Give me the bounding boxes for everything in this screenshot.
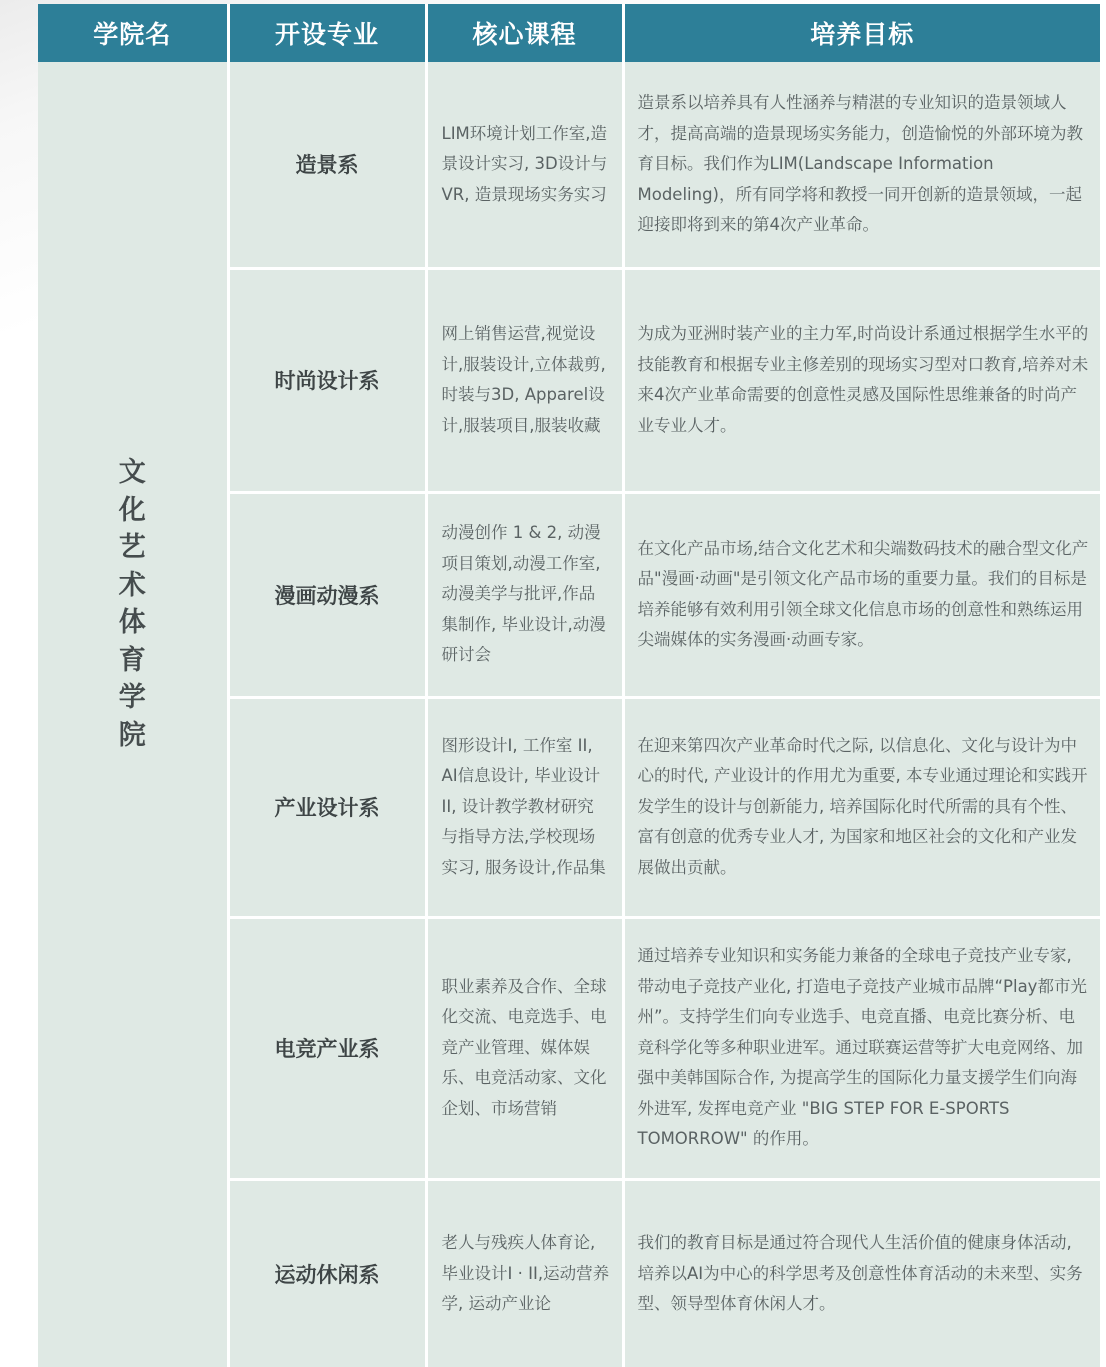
core-courses-text: 图形设计I, 工作室 II, AI信息设计, 毕业设计II, 设计教学教材研究与指导方法,学校现场实习, 服务设计,作品集 xyxy=(441,735,606,877)
core-courses-text: 动漫创作 1 & 2, 动漫项目策划,动漫工作室, 动漫美学与批评,作品集制作, 毕业设计,动漫研讨会 xyxy=(441,523,606,665)
training-goal-text: 在迎来第四次产业革命时代之际, 以信息化、文化与设计为中心的时代, 产业设计的作用尤为重要, 本专业通过理论和实践开发学生的设计与创新能力, 培养国际化时代所需的具有个性、富有创意的优秀专业人才, 为国家和地区社会的文化和产业发展做出贡献。 xyxy=(637,735,1088,877)
training-goal xyxy=(623,1179,1100,1367)
major-name: 产业设计系 xyxy=(228,697,426,917)
college-cell xyxy=(38,62,228,1367)
major-name: 造景系 xyxy=(228,62,426,268)
core-courses-text: LIM环境计划工作室,造景设计实习, 3D设计与VR, 造景现场实务实习 xyxy=(441,123,608,204)
major-name: 电竞产业系 xyxy=(228,917,426,1179)
core-courses-text: 职业素养及合作、全球化交流、电竞选手、电竞产业管理、媒体娱乐、电竞活动家、文化企划、市场营销 xyxy=(441,976,607,1118)
table-body xyxy=(38,62,1100,1367)
header-major: 开设专业 xyxy=(228,4,426,62)
training-goal xyxy=(623,268,1100,492)
college-name: 文化艺术体育学院 xyxy=(118,457,146,751)
core-courses xyxy=(426,62,623,268)
core-courses xyxy=(426,697,623,917)
training-goal-text: 为成为亚洲时装产业的主力军,时尚设计系通过根据学生水平的技能教育和根据专业主修差别的现场实习型对口教育,培养对未来4次产业革命需要的创意性灵感及国际性思维兼备的时尚产业专业人才。 xyxy=(637,324,1089,435)
table-header xyxy=(38,4,1100,62)
core-courses xyxy=(426,268,623,492)
training-goal-text: 我们的教育目标是通过符合现代人生活价值的健康身体活动, 培养以AI为中心的科学思考及创意性体育活动的未来型、实务型、领导型体育休闲人才。 xyxy=(637,1233,1083,1313)
header-core-courses: 核心课程 xyxy=(426,4,623,62)
training-goal xyxy=(623,62,1100,268)
curriculum-table-container xyxy=(38,4,1100,1367)
training-goal-text: 造景系以培养具有人性涵养与精湛的专业知识的造景领域人才，提高高端的造景现场实务能力，创造愉悦的外部环境为教育目标。我们作为LIM(Landscape Information Modeling)，所有同学将和教授一同开创新的造景领域，一起迎接即将到来的第4次产业革命。 xyxy=(637,93,1083,234)
training-goal xyxy=(623,697,1100,917)
training-goal xyxy=(623,917,1100,1179)
core-courses-text: 网上销售运营,视觉设计,服装设计,立体裁剪, 时装与3D, Apparel设计,服装项目,服装收藏 xyxy=(441,324,606,435)
header-college: 学院名 xyxy=(38,4,228,62)
table-row xyxy=(38,62,1100,268)
curriculum-table xyxy=(38,4,1100,1367)
training-goal xyxy=(623,492,1100,697)
core-courses xyxy=(426,492,623,697)
major-name: 运动休闲系 xyxy=(228,1179,426,1367)
core-courses xyxy=(426,917,623,1179)
major-name: 漫画动漫系 xyxy=(228,492,426,697)
major-name: 时尚设计系 xyxy=(228,268,426,492)
training-goal-text: 通过培养专业知识和实务能力兼备的全球电子竞技产业专家, 带动电子竞技产业化, 打造电子竞技产业城市品牌“Play都市光州”。支持学生们向专业选手、电竞直播、电竞比赛分析、电竞科学化等多种职业进军。通过联赛运营等扩大电竞网络、加强中美韩国际合作, 为提高学生的国际化力量支援学生们向海外进军, 发挥电竞产业 "BIG STEP FOR E-SPORTS TOMORROW" 的作用。 xyxy=(637,946,1087,1149)
header-training-goal: 培养目标 xyxy=(623,4,1100,62)
training-goal-text: 在文化产品市场,结合文化艺术和尖端数码技术的融合型文化产品"漫画·动画"是引领文化产品市场的重要力量。我们的目标是培养能够有效利用引领全球文化信息市场的创意性和熟练运用尖端媒体的实务漫画·动画专家。 xyxy=(637,538,1089,649)
core-courses-text: 老人与残疾人体育论, 毕业设计I · II,运动营养学, 运动产业论 xyxy=(441,1233,610,1313)
core-courses xyxy=(426,1179,623,1367)
